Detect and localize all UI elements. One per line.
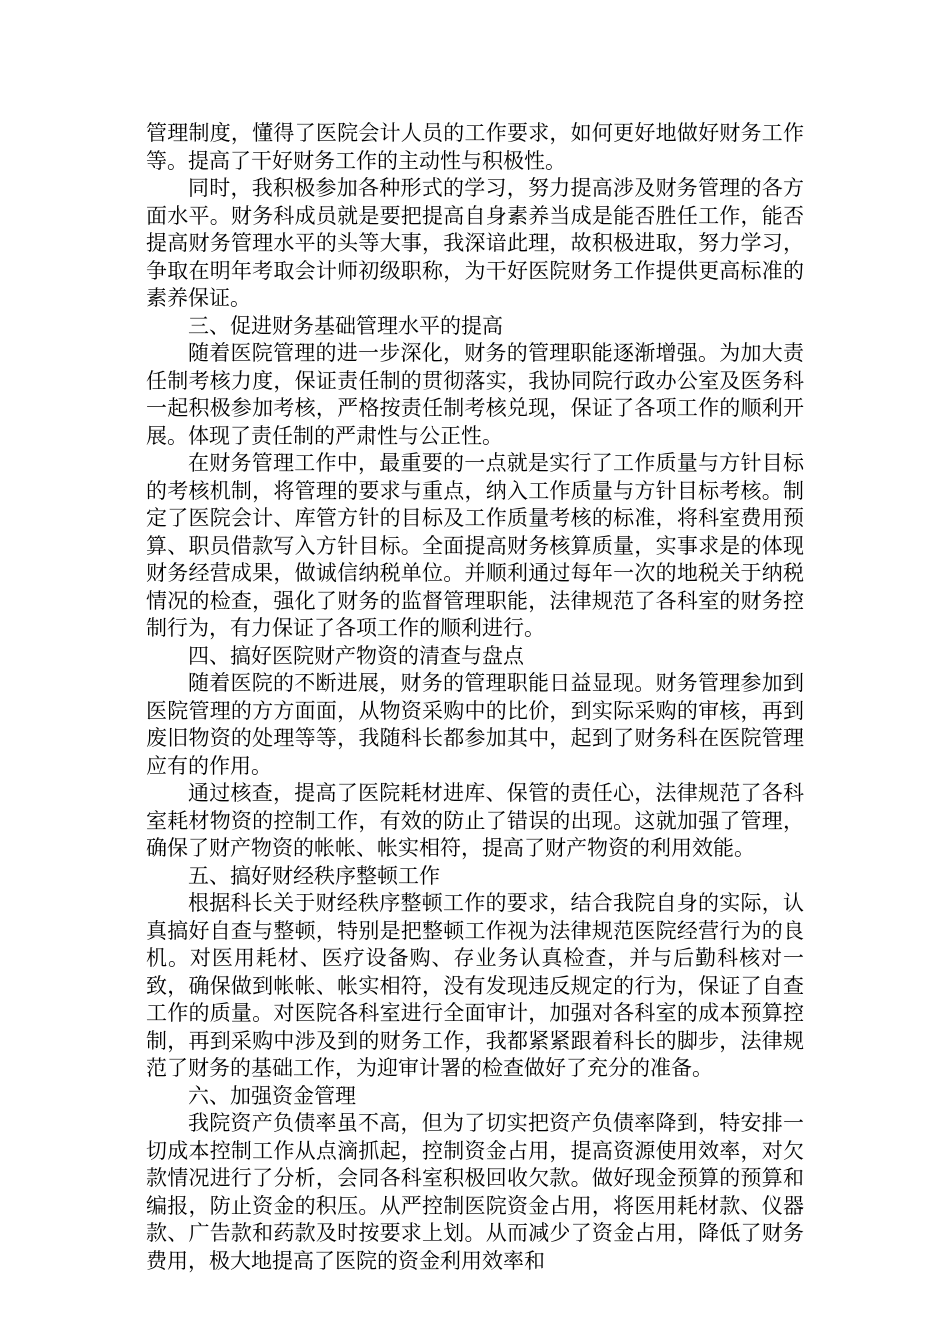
section-heading-4: 四、搞好医院财产物资的清查与盘点 (188, 643, 524, 668)
section-heading-3: 三、促进财务基础管理水平的提高 (188, 313, 503, 338)
section-heading-6: 六、加强资金管理 (188, 1083, 356, 1108)
paragraph-fund-management: 我院资产负债率虽不高，但为了切实把资产负债率降到，特安排一切成本控制工作从点滴抓起，控制资金占用，提高资源使用效率，对欠款情况进行了分析，会同各科室积极回收欠款。做好现金预算的预算和编报，防止资金的积压。从严控制医院资金占用，将医用耗材款、仪器款、广告款和药款及时按要求上划。从而减少了资金占用，降低了财务费用，极大地提高了医院的资金利用效率和 (146, 1111, 804, 1273)
section-heading-5: 五、搞好财经秩序整顿工作 (188, 863, 440, 888)
paragraph-management-system: 管理制度，懂得了医院会计人员的工作要求，如何更好地做好财务工作等。提高了干好财务工作的主动性与积极性。 (146, 121, 804, 173)
paragraph-responsibility: 随着医院管理的进一步深化，财务的管理职能逐渐增强。为加大责任制考核力度，保证责任制的贯彻落实，我协同院行政办公室及医务科一起积极参加考核，严格按责任制考核兑现，保证了各项工作的顺利开展。体现了责任制的严肃性与公正性。 (146, 341, 804, 448)
document-page (146, 120, 804, 1275)
paragraph-assessment: 在财务管理工作中，最重要的一点就是实行了工作质量与方针目标的考核机制，将管理的要求与重点，纳入工作质量与方针目标考核。制定了医院会计、库管方针的目标及工作质量考核的标准，将科室费用预算、职员借款写入方针目标。全面提高财务核算质量，实事求是的体现财务经营成果，做诚信纳税单位。并顺利通过每年一次的地税关于纳税情况的检查，强化了财务的监督管理职能，法律规范了各科室的财务控制行为，有力保证了各项工作的顺利进行。 (146, 451, 804, 640)
paragraph-verification: 通过核查，提高了医院耗材进库、保管的责任心，法律规范了各科室耗材物资的控制工作，有效的防止了错误的出现。这就加强了管理，确保了财产物资的帐帐、帐实相符，提高了财产物资的利用效能。 (146, 781, 804, 860)
paragraph-study: 同时，我积极参加各种形式的学习，努力提高涉及财务管理的各方面水平。财务科成员就是要把提高自身素养当成是能否胜任工作，能否提高财务管理水平的头等大事，我深谙此理，故积极进取，努力学习，争取在明年考取会计师初级职称，为干好医院财务工作提供更高标准的素养保证。 (146, 176, 804, 310)
paragraph-asset-management: 随着医院的不断进展，财务的管理职能日益显现。财务管理参加到医院管理的方方面面，从物资采购中的比价，到实际采购的审核，再到废旧物资的处理等等，我随科长都参加其中，起到了财务科在医院管理应有的作用。 (146, 671, 804, 778)
paragraph-order-rectification: 根据科长关于财经秩序整顿工作的要求，结合我院自身的实际，认真搞好自查与整顿，特别是把整顿工作视为法律规范医院经营行为的良机。对医用耗材、医疗设备购、存业务认真检查，并与后勤科核对一致，确保做到帐帐、帐实相符，没有发现违反规定的行为，保证了自查工作的质量。对医院各科室进行全面审计，加强对各科室的成本预算控制，再到采购中涉及到的财务工作，我都紧紧跟着科长的脚步，法律规范了财务的基础工作，为迎审计署的检查做好了充分的准备。 (146, 891, 804, 1080)
